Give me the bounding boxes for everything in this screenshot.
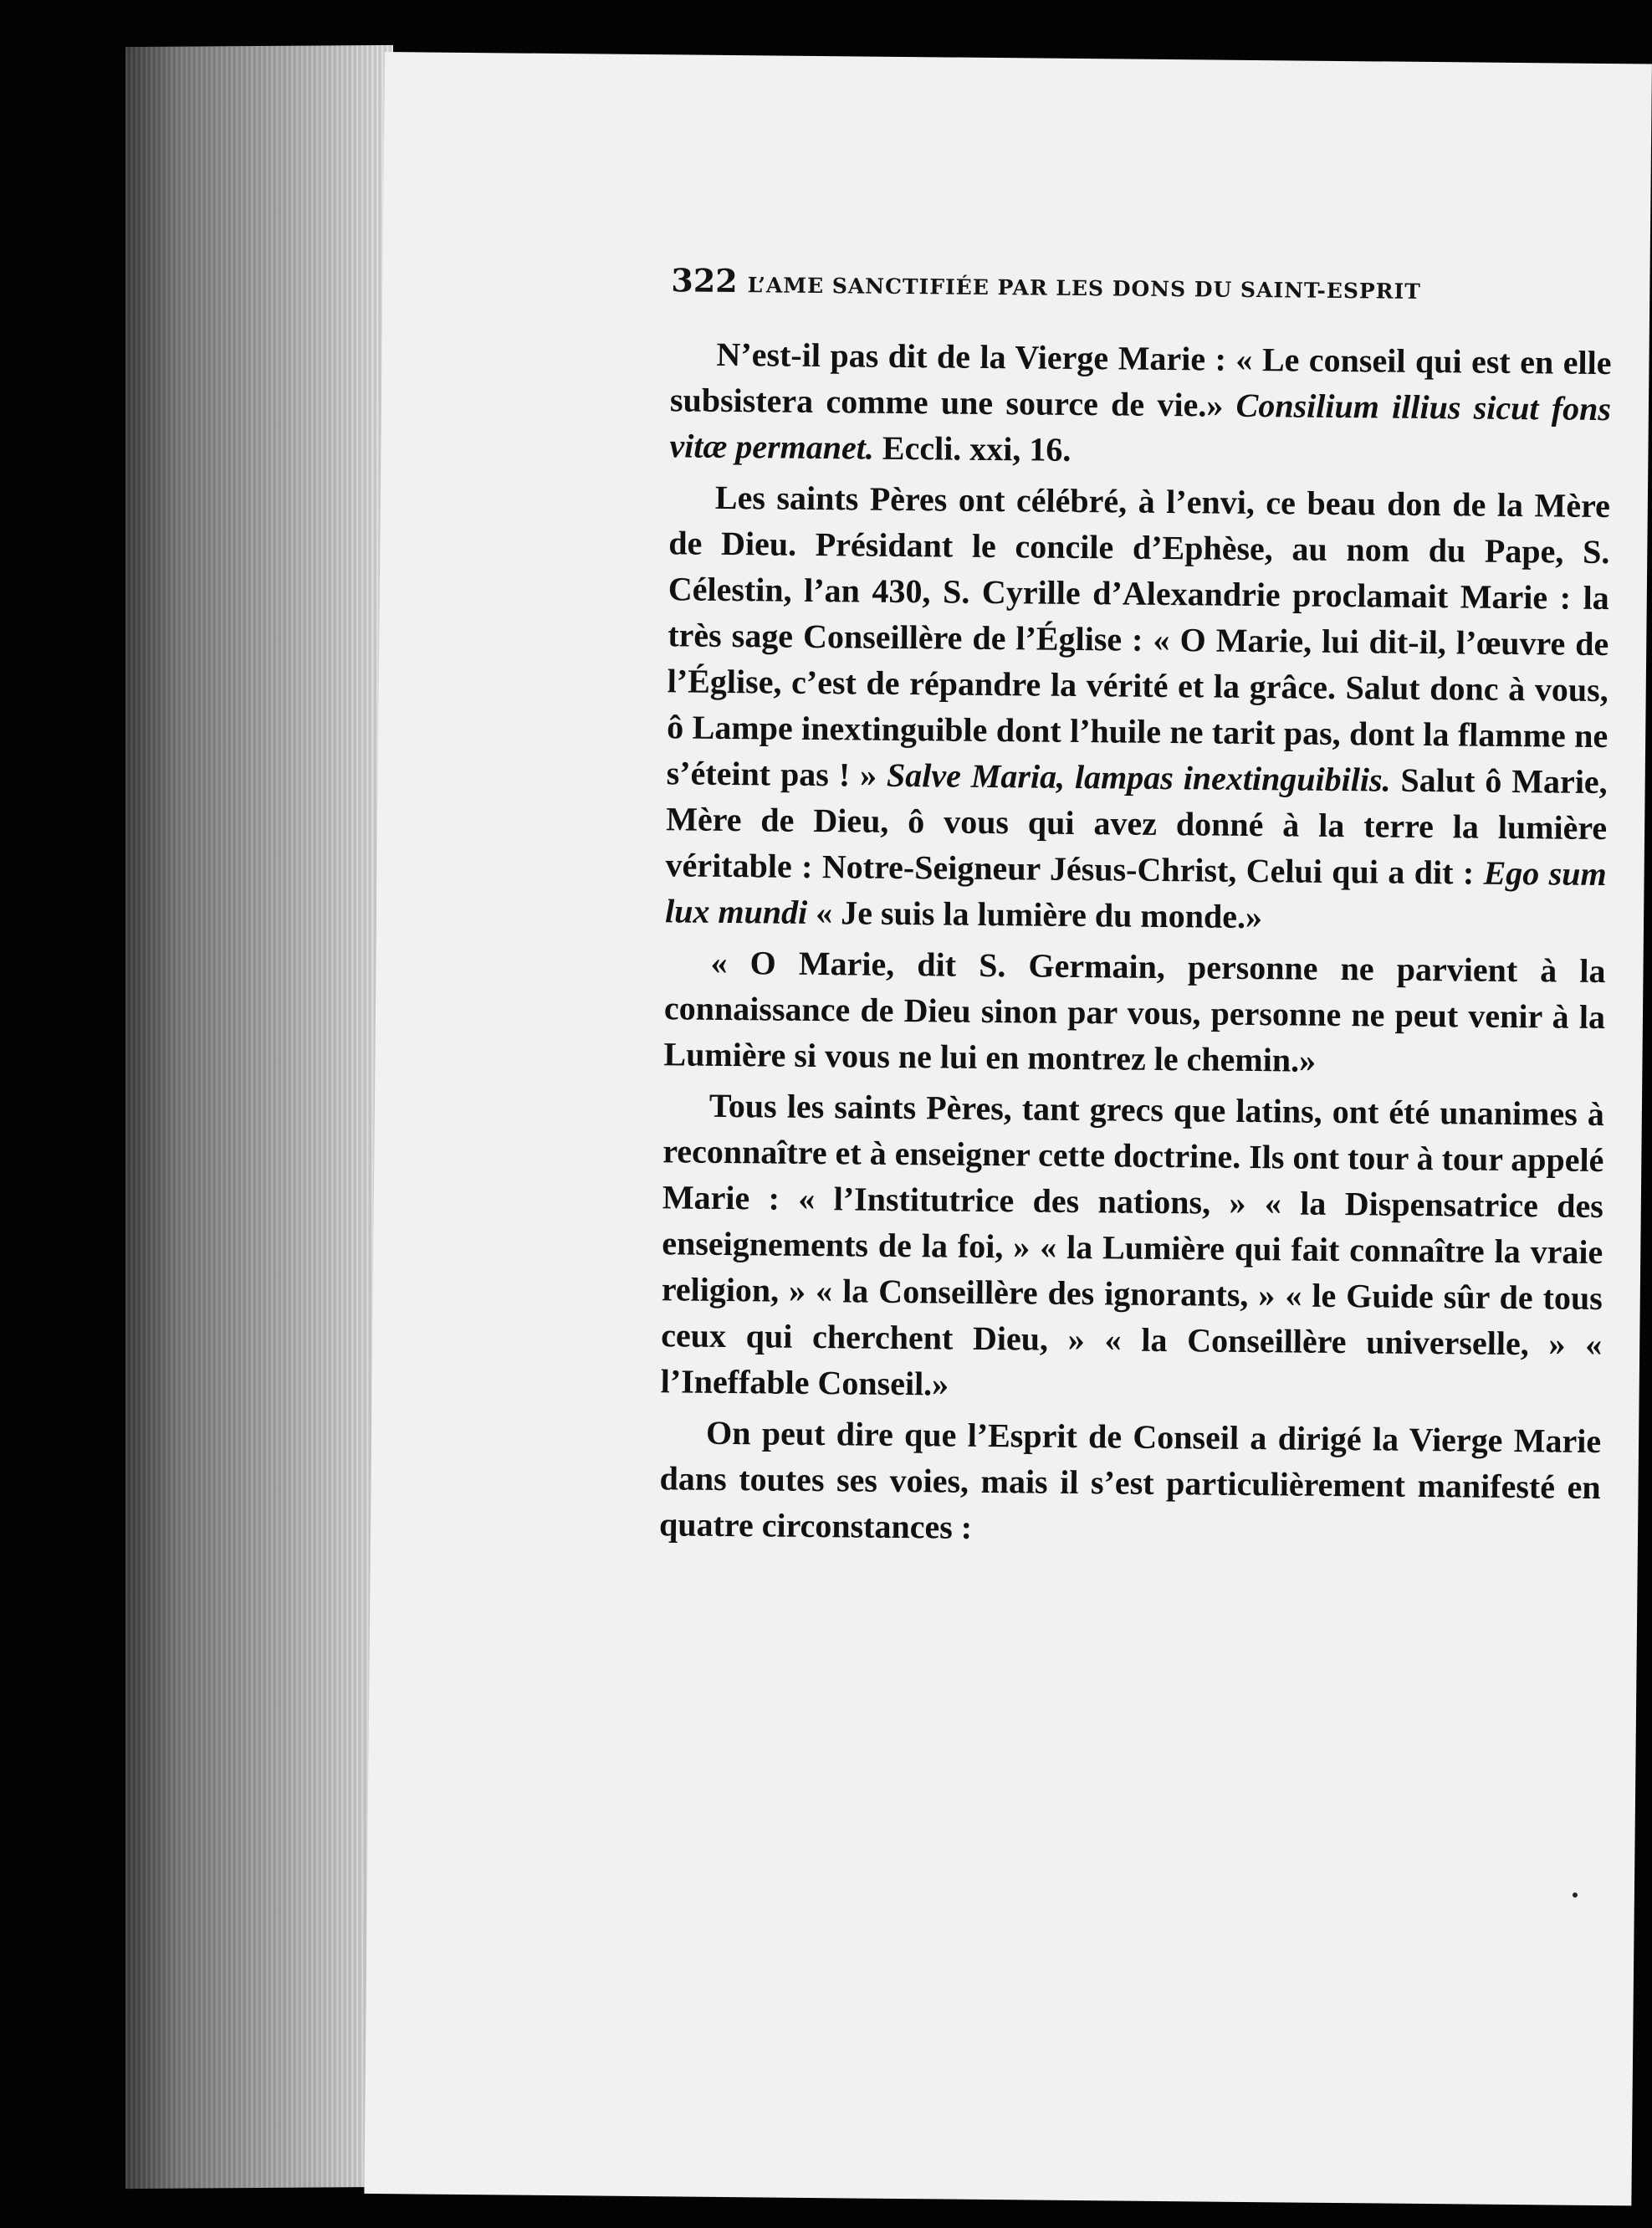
paragraph-2-text-b: Salut ô Marie, Mère de Dieu, ô vous qui avez donné à la terre la lumière véritable : Notre-Seigneur Jésus-Christ, Celui qui a dit : — [665, 761, 1608, 892]
page-number: 322 — [671, 261, 738, 300]
paragraph-2-text-c: « Je suis la lumière du monde.» — [807, 893, 1263, 936]
paragraph-1-text: N’est-il pas dit de la Vierge Marie : « Le conseil qui est en elle subsistera comme une source de vie.» — [669, 335, 1612, 424]
paragraph-2 — [665, 474, 1610, 943]
running-title: L’AME SANCTIFIÉE PAR LES DONS DU SAINT-ESPRIT — [747, 273, 1421, 304]
paragraph-2-text-a: Les saints Pères ont célébré, à l’envi, ce beau don de la Mère de Dieu. Présidant le concile d’Ephèse, au nom du Pape, S. Célestin, l’an 430, S. Cyrille d’Alexandrie proclamait Marie : la très sage Conseillère de l’Église : « O Marie, lui dit-il, l’œuvre de l’Église, c’est de répandre la vérité et la grâce. Salut donc à vous, ô Lampe inextinguible dont l’huile ne tarit pas, dont la flamme ne s’éteint pas ! » — [666, 478, 1611, 794]
running-head — [671, 261, 1624, 308]
paragraph-2-latin-1: Salve Maria, lampas inextinguibilis. — [886, 755, 1391, 799]
dust-speck — [1573, 1893, 1578, 1898]
paragraph-4: Tous les saints Pères, tant grecs que latins, ont été unanimes à reconnaître et à enseigner cette doctrine. Ils ont tour à tour appelé Marie : « l’Institutrice des nations, » « la Dispensatrice des enseignements de la foi, » « la Lumière qui fait connaître la vraie religion, » « la Conseillère des ignorants, » « le Guide sûr de tous ceux qui cherchent Dieu, » « la Conseillère universelle, » « l’Ineffable Conseil.» — [660, 1086, 1605, 1403]
paragraph-1-reference: Eccli. xxi, 16. — [873, 428, 1071, 469]
paragraph-3: « O Marie, dit S. Germain, personne ne parvient à la connaissance de Dieu sinon par vous, personne ne peut venir à la Lumière si vous ne lui en montrez le chemin.» — [663, 943, 1606, 1079]
body-text — [659, 330, 1612, 1561]
paragraph-2-latin-2: Ego sum lux mundi — [664, 853, 1607, 931]
paragraph-1-latin-quote: Consilium illius sicut fons vitæ permanet. — [669, 386, 1612, 467]
paragraph-1 — [669, 330, 1612, 478]
book-page — [364, 52, 1652, 2205]
paragraph-5: On peut dire que l’Esprit de Conseil a dirigé la Vierge Marie dans toutes ses voies, mais il s’est particulièrement manifesté en quatre circonstances : — [658, 1413, 1602, 1546]
book-page-edges — [125, 45, 393, 2189]
